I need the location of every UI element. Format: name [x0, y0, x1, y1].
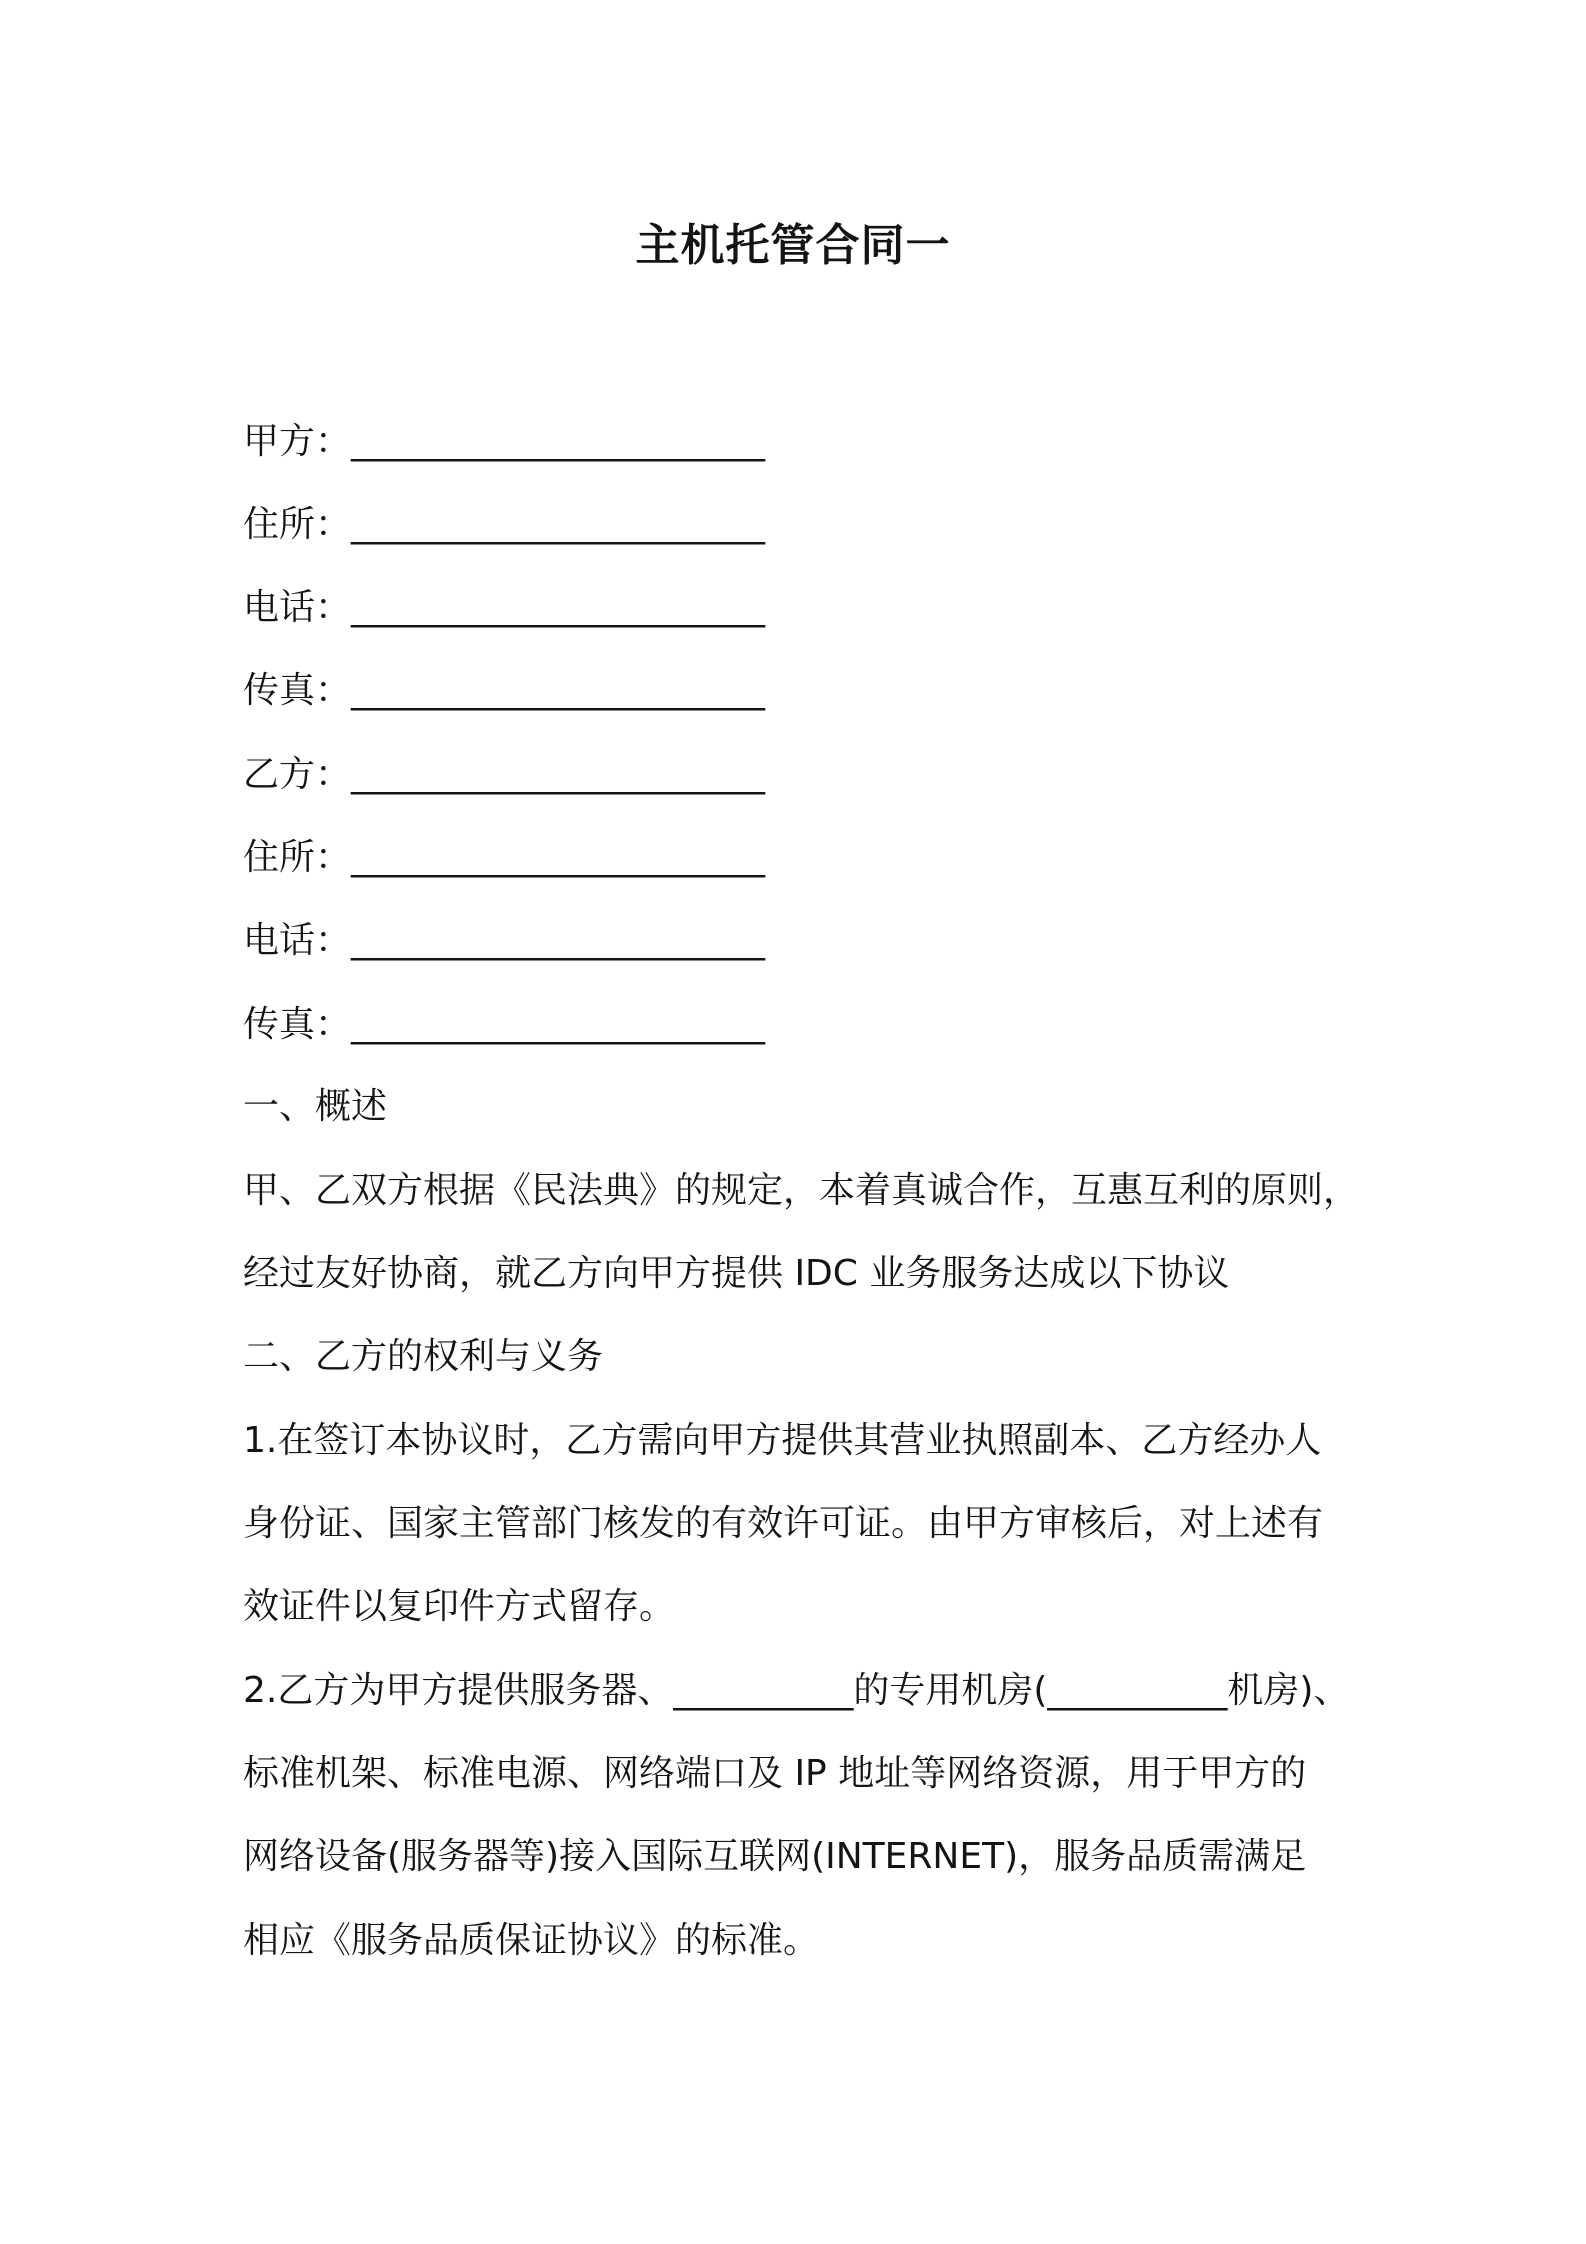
party-a-fax-blank: _______________________	[351, 670, 766, 711]
party-a-address-blank: _______________________	[351, 504, 766, 545]
clause-2-line: 相应《服务品质保证协议》的标准。	[243, 1920, 820, 1961]
party-a-address-line	[243, 500, 765, 550]
overview-paragraph-line: 经过友好协商，就乙方向甲方提供 IDC 业务服务达成以下协议	[243, 1253, 1230, 1294]
party-a-address-label: 住所：	[243, 504, 352, 545]
party-b-label: 乙方：	[243, 754, 352, 795]
party-b-address-label: 住所：	[243, 837, 352, 878]
party-b-fax-line	[243, 1000, 765, 1050]
clause-2-line: 标准机架、标准电源、网络端口及 IP 地址等网络资源，用于甲方的	[243, 1753, 1307, 1794]
party-b-phone-label: 电话：	[243, 920, 352, 961]
section-overview-heading: 一、概述	[243, 1086, 388, 1127]
party-b-address-blank: _______________________	[351, 837, 766, 878]
party-a-fax-label: 传真：	[243, 670, 352, 711]
party-a-line	[243, 417, 765, 467]
clause-2-line: 网络设备(服务器等)接入国际互联网(INTERNET)，服务品质需满足	[243, 1836, 1307, 1877]
party-b-fax-blank: _______________________	[351, 1004, 766, 1045]
section-rights-heading: 二、乙方的权利与义务	[243, 1336, 604, 1377]
party-b-blank: _______________________	[351, 754, 766, 795]
party-a-fax-line	[243, 666, 765, 716]
party-a-label: 甲方：	[243, 421, 352, 462]
clause-1-line: 身份证、国家主管部门核发的有效许可证。由甲方审核后，对上述有	[243, 1503, 1324, 1544]
document-title: 主机托管合同一	[635, 220, 951, 271]
party-a-phone-label: 电话：	[243, 587, 352, 628]
clause-1-line: 效证件以复印件方式留存。	[243, 1586, 676, 1627]
clause-2-line: 2.乙方为甲方提供服务器、__________的专用机房(__________机房)、	[243, 1670, 1350, 1711]
party-a-blank: _______________________	[351, 421, 766, 462]
overview-paragraph-line: 甲、乙双方根据《民法典》的规定，本着真诚合作，互惠互利的原则，	[243, 1170, 1360, 1211]
party-a-phone-blank: _______________________	[351, 587, 766, 628]
clause-1-line: 1.在签订本协议时，乙方需向甲方提供其营业执照副本、乙方经办人	[243, 1420, 1322, 1461]
party-a-phone-line	[243, 583, 765, 633]
party-b-phone-line	[243, 916, 765, 966]
party-b-phone-blank: _______________________	[351, 920, 766, 961]
party-b-address-line	[243, 833, 765, 883]
party-b-fax-label: 传真：	[243, 1004, 352, 1045]
party-b-line	[243, 750, 765, 800]
